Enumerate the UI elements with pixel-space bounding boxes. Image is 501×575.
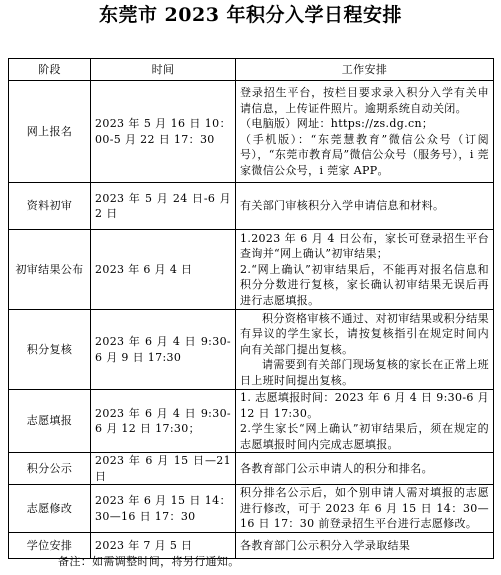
stage-cell: 志愿填报 xyxy=(9,390,91,453)
table-header-row xyxy=(9,59,494,81)
table-row xyxy=(9,453,494,485)
work-paragraph: 1. 志愿填报时间：2023 年 6 月 4 日 9:30-6 月 12 日 17:30。 xyxy=(240,391,489,420)
time-cell: 2023 年 5 月 24 日-6 月 2 日 xyxy=(91,183,236,230)
work-paragraph: 2.学生家长“网上确认”初审结果后，须在规定的志愿填报时间内完成志愿填报。 xyxy=(240,422,489,451)
work-paragraph: 请需要到有关部门现场复核的家长在正常上班日上班时间提出复核。 xyxy=(240,358,489,387)
time-cell: 2023 年 6 月 15 日—21 日 xyxy=(91,453,236,485)
work-paragraph: 各教育部门公示积分入学录取结果 xyxy=(240,538,411,552)
footnote: 备注：如需调整时间，将另行通知。 xyxy=(58,555,240,568)
work-cell xyxy=(236,453,494,485)
stage-cell: 积分复核 xyxy=(9,310,91,390)
stage-cell: 资料初审 xyxy=(9,183,91,230)
work-paragraph: 2.“网上确认”初审结果后，不能再对报名信息和积分分数进行复核，家长确认初审结果无误后再进行志愿填报。 xyxy=(240,262,489,307)
work-paragraph: 登录招生平台，按栏目要求录入积分入学有关申请信息，上传证件照片。逾期系统自动关闭。 xyxy=(240,86,489,115)
work-paragraph: 有关部门审核积分入学申请信息和材料。 xyxy=(240,199,445,213)
work-paragraph: 积分排名公示后，如个别申请人需对填报的志愿进行修改，可于 2023 年 6 月 15 日 14：30—16 日 17：30 前登录招生平台进行志愿修改。 xyxy=(240,486,489,531)
header-stage: 阶段 xyxy=(9,59,91,81)
work-cell xyxy=(236,310,494,390)
table-row xyxy=(9,230,494,310)
work-paragraph: 积分资格审核不通过、对初审结果或积分结果有异议的学生家长，请按复核指引在规定时间内向有关部门提出复核。 xyxy=(240,311,489,356)
work-paragraph: （手机版）：“东莞慧教育”微信公众号（订阅号），“东莞市教育局”微信公众号（服务号），i 莞家微信公众号，i 莞家 APP。 xyxy=(240,132,489,177)
stage-cell: 积分公示 xyxy=(9,453,91,485)
time-cell: 2023 年 6 月 15 日 14：30—16 日 17：30 xyxy=(91,485,236,533)
work-cell xyxy=(236,533,494,559)
stage-cell: 志愿修改 xyxy=(9,485,91,533)
work-paragraph-url: （电脑版）网址：https://zs.dg.cn； xyxy=(240,117,434,130)
time-cell: 2023 年 7 月 5 日 xyxy=(91,533,236,559)
document-title: 东莞市 2023 年积分入学日程安排 xyxy=(98,4,403,26)
work-paragraph: 各教育部门公示申请人的积分和排名。 xyxy=(240,461,433,475)
time-cell: 2023 年 5 月 16 日 10：00-5 月 22 日 17：30 xyxy=(91,81,236,183)
work-cell xyxy=(236,230,494,310)
work-cell xyxy=(236,81,494,183)
work-cell xyxy=(236,485,494,533)
header-work: 工作安排 xyxy=(236,59,494,81)
work-cell xyxy=(236,390,494,453)
table-row xyxy=(9,81,494,183)
header-time: 时间 xyxy=(91,59,236,81)
schedule-table xyxy=(8,58,494,559)
table-row xyxy=(9,485,494,533)
stage-cell: 学位安排 xyxy=(9,533,91,559)
stage-cell: 初审结果公布 xyxy=(9,230,91,310)
time-cell: 2023 年 6 月 4 日 xyxy=(91,230,236,310)
table-row xyxy=(9,390,494,453)
work-paragraph: 1.2023 年 6 月 4 日公布，家长可登录招生平台查询并“网上确认”初审结果； xyxy=(240,231,489,261)
work-cell xyxy=(236,183,494,230)
time-cell: 2023 年 6 月 4 日 9:30-6 月 12 日 17:30； xyxy=(91,390,236,453)
table-row xyxy=(9,310,494,390)
table-row xyxy=(9,183,494,230)
stage-cell: 网上报名 xyxy=(9,81,91,183)
time-cell: 2023 年 6 月 4 日 9:30-6 月 9 日 17:30 xyxy=(91,310,236,390)
